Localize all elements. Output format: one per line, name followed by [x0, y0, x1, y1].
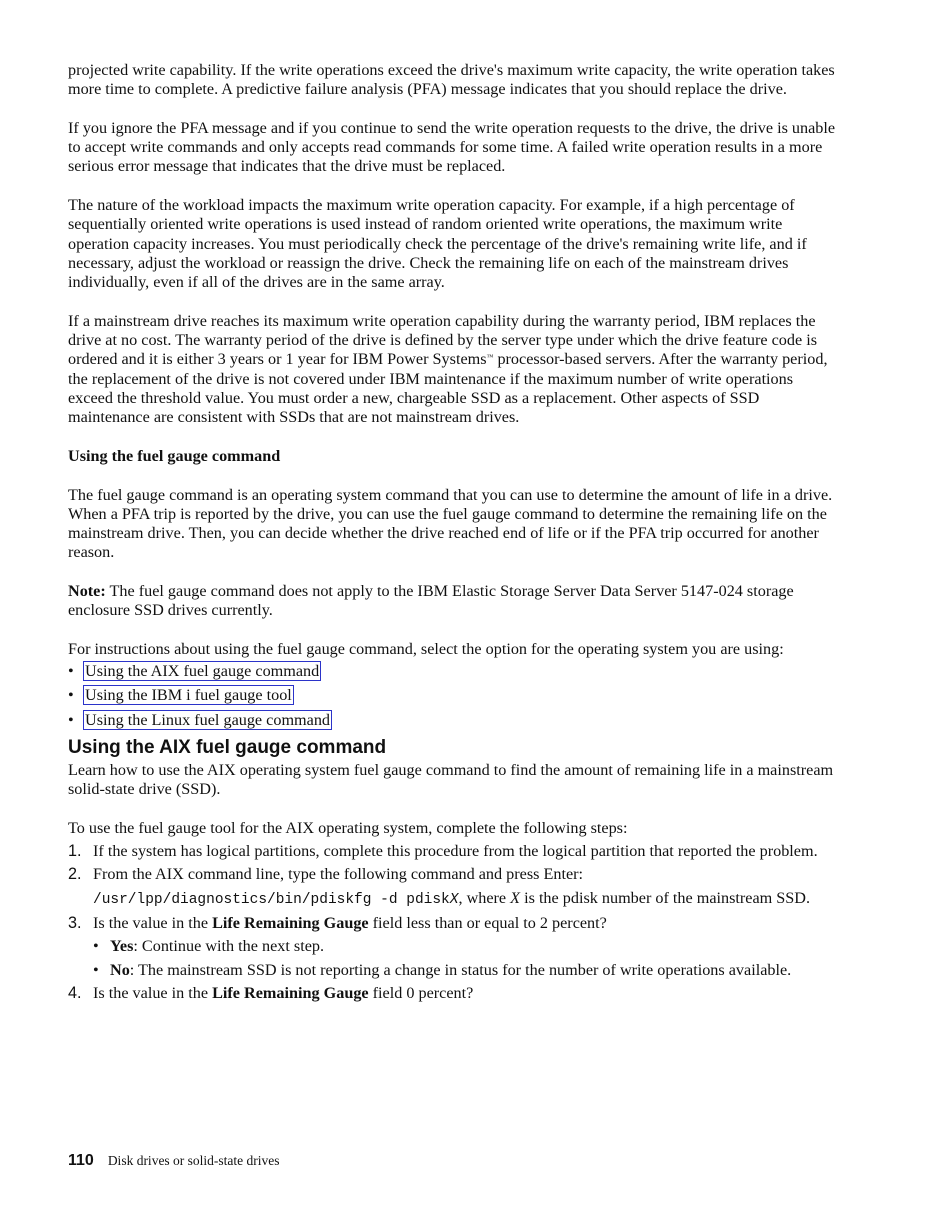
- command-line: [93, 889, 838, 910]
- paragraph-warranty: [68, 312, 838, 428]
- list-item: [68, 709, 838, 732]
- command-mid: , where: [458, 888, 511, 907]
- step-text-bold: Life Remaining Gauge: [212, 983, 369, 1002]
- command-var: X: [449, 891, 459, 908]
- note: [68, 582, 838, 621]
- page-footer: [68, 1152, 280, 1170]
- step-text-post: field 0 percent?: [368, 983, 474, 1002]
- option-no: [93, 961, 838, 980]
- paragraph-steps-intro: To use the fuel gauge tool for the AIX operating system, complete the following steps:: [68, 818, 628, 837]
- step-text: From the AIX command line, type the following command and press Enter:: [93, 865, 584, 884]
- paragraph-aix-lead: Learn how to use the AIX operating system fuel gauge command to find the amount of remaining life in a mainstream solid-state drive (SSD).: [68, 761, 834, 799]
- trademark-mark: ™: [486, 353, 494, 362]
- step-number: 1.: [68, 842, 82, 861]
- command-code: /usr/lpp/diagnostics/bin/pdiskfg -d pdisk: [93, 891, 450, 908]
- os-link-list: [68, 660, 838, 732]
- step-text-pre: Is the value in the: [93, 983, 213, 1002]
- command-tail: is the pdisk number of the mainstream SSD.: [520, 888, 811, 907]
- steps-list: [68, 842, 838, 1003]
- paragraph-pfa-intro: projected write capability. If the write operations exceed the drive's maximum write capacity, the write operation takes more time to complete. A predictive failure analysis (PFA) message indicates that you should replace the drive.: [68, 61, 835, 99]
- link-aix-fuel-gauge[interactable]: Using the AIX fuel gauge command: [85, 661, 320, 680]
- note-label: Note:: [68, 582, 106, 601]
- step-number: 4.: [68, 983, 82, 1002]
- option-text: : The mainstream SSD is not reporting a change in status for the number of write operations available.: [129, 960, 792, 979]
- step-2: [68, 865, 838, 910]
- option-text: : Continue with the next step.: [133, 937, 325, 956]
- bullet: •: [68, 710, 74, 729]
- step-number: 2.: [68, 865, 82, 884]
- step-3-options: [93, 937, 838, 980]
- step-4: [68, 984, 838, 1003]
- bullet: •: [93, 937, 99, 956]
- step-text-bold: Life Remaining Gauge: [212, 914, 369, 933]
- book-title: Disk drives or solid-state drives: [107, 1153, 280, 1168]
- step-text-post: field less than or equal to 2 percent?: [368, 914, 607, 933]
- section-heading-fuel-gauge: Using the fuel gauge command: [68, 446, 281, 465]
- paragraph-workload: The nature of the workload impacts the maximum write operation capacity. For example, if a high percentage of sequentially oriented write operations is used instead of random oriented write operations, the maximum write operation capacity increases. You must periodically check the percentage of the drive's remaining write life, and if necessary, adjust the workload or reassign the drive. Check the remaining life on each of the mainstream drives individually, even if all of the drives are in the same array.: [68, 196, 807, 292]
- list-item: [68, 684, 838, 707]
- command-var-explain: X: [510, 888, 521, 907]
- step-number: 3.: [68, 914, 82, 933]
- step-text-pre: Is the value in the: [93, 914, 213, 933]
- step-text: If the system has logical partitions, complete this procedure from the logical partition that reported the problem.: [93, 842, 818, 861]
- page-number: 110: [68, 1152, 94, 1169]
- paragraph-instructions: For instructions about using the fuel gauge command, select the option for the operating system you are using:: [68, 639, 784, 658]
- list-item: [68, 660, 838, 683]
- link-linux-fuel-gauge[interactable]: Using the Linux fuel gauge command: [85, 710, 331, 729]
- paragraph-ignore-pfa: If you ignore the PFA message and if you continue to send the write operation requests to the drive, the drive is unable to accept write commands and only accepts read commands for some time. A failed write operation results in a more serious error message that indicates that the drive must be replaced.: [68, 118, 836, 176]
- paragraph-fuel-gauge-intro: The fuel gauge command is an operating system command that you can use to determine the amount of life in a drive. When a PFA trip is reported by the drive, you can use the fuel gauge command to determine the remaining life on the mainstream drive. Then, you can decide whether the drive reached end of life or if the PFA trip occurred for another reason.: [68, 485, 833, 562]
- warranty-text-b: processor-based servers. After the warranty period, the replacement of the drive is not covered under IBM maintenance if the maximum number of write operations exceed the threshold value. You must order a new, chargeable SSD as a replacement. Other aspects of SSD maintenance are consistent with SSDs that are not mainstream drives.: [68, 350, 828, 427]
- bullet: •: [68, 661, 74, 680]
- option-label: Yes: [110, 937, 134, 956]
- bullet: •: [68, 686, 74, 704]
- section-title-aix: Using the AIX fuel gauge command: [68, 737, 387, 758]
- option-label: No: [110, 960, 130, 979]
- option-yes: [93, 937, 838, 956]
- bullet: •: [93, 960, 99, 979]
- link-ibmi-fuel-gauge[interactable]: Using the IBM i fuel gauge tool: [85, 686, 292, 704]
- page-body: [68, 61, 838, 1007]
- step-3: [68, 914, 838, 980]
- step-1: [68, 842, 838, 861]
- warranty-text-a: If a mainstream drive reaches its maximum write operation capability during the warranty period, IBM replaces the drive at no cost. The warranty period of the drive is defined by the server type under which the drive feature code is ordered and it is either 3 years or 1 year for IBM Power Systems: [68, 311, 818, 369]
- note-text: The fuel gauge command does not apply to the IBM Elastic Storage Server Data Server 5147-024 storage enclosure SSD drives currently.: [68, 582, 794, 620]
